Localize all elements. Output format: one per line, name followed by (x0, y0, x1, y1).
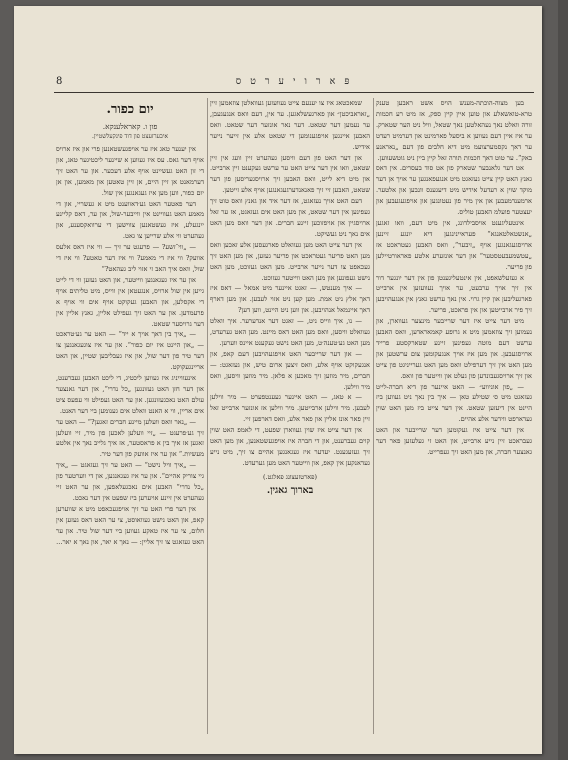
paragraph: אין דער צייט איז געקומען דער שרייבער און האט געבראכט זיין נייע ארבייט, און האט זי געלעזען פאר דער גאנצער חברה, און מען האט זיך געפרייט. (376, 426, 532, 456)
continuation-note: (פארטזעצונג פאלגט.) (263, 472, 317, 481)
paragraph: און דער האט פון דעם וויסען געהערט זיין וועג אין זיין שטאט, וואו אין דער צייט האט ער ערשט געקענט זיין ארבייט. און מיט דיא לייט, וואס האבען זיך ארויסגעריסען פון דער שטאט, האבען זיי זיך פאנאנדערגעגאנגען אויף אלע זייטען. (210, 153, 370, 195)
paragraph: שמאכטאג איז צו יענעם צייט נעוועזען געוואלטן צוזאמען זיין „זאראביכטן״ און פארגעשלאגען. ער אין, דעם וואס אנגעגעבן, ער נעמען דער שטאט. דער נאר אונזער דער שטאט. וואס האבען איינגען אויפגענומען די שטאט אלע אין זייער נייער אידיש. (210, 99, 370, 151)
paragraph: אין דער פרי האט ער זיך אויפגעכאפט מיט א שווערען קאפ, און האט נישט געוואוסט, צי ער האט דאס געזען אין חלום, צי ער איז טאקע געווען ביי דער שול טיר. און ער האט געזאגט צו זיך אליין: — נאך א יאר, און נאך א יאר... (56, 504, 204, 546)
paragraph: דעם האט אויך נעזאגט, אז דער איד און גאנץ וואס טוט זיך געפינען אין דער שטאט, און מען האט אים געזאגט, אז ער זאל ארויסגיין און אויפזוכען זיינע חברים. און דער וואס מען האט אים נאך ניט געשיקט. (210, 197, 370, 238)
paragraph: — נו, איך ווייס ניט, — זאגט דער אנדערער. איך וואלט געוואלט וויסען, וואס מען האט דאס מיינט. מען האט גערעדט, מען האט גע׳טענה׳ט, מען האט נישט געקענט איינס ווערען. (210, 317, 370, 347)
paragraph: — און דער שרייבער האט אויפגעהויבען דעם קאפ, און אנגעקוקט אויף אלע, וואס זיצען ארום טיש, און געזאגט: — חברים, מיר מוזען זיך מאכען א פלאן. מיר מוזען וויסען, וואס מיר ווילען. (210, 349, 370, 391)
scan-edge (558, 0, 568, 760)
paragraph: — „ווי־זשע? — פרעגט ער זיך — ווי איז דאס אלעס אוועק? ווי איז די מאמע? ווי איז דער טאטע? ווי איז די שול, וואס איך האב זי אזוי ליב געהאט?“ (56, 243, 204, 273)
article-translator: איבערזעצט פון דוד פינקעלשטיין. (91, 133, 169, 140)
paragraph: — איך מענטש, — זאגט איינער מיט אמאל — דאס איז דאך אלץ ניט אמת. מען קען ניט אזוי לעבען. און מען דארף דאך איינמאל אנהויבען. און ווען ניט היינט, ווען דען? (210, 284, 370, 315)
paragraph: א געזעלשאפט, אין אינטעליגענטן פון אין דער יונגער דור אין זיך אויך ערבעט, ער אויך נעוועזען אין ארבייט פארגעליבען און קיין גרוי. אין נאך ערשט גאנץ אין אנגעהויבען זיך פיר ארבייטען און אין פראכט, פריער. (376, 273, 532, 315)
paragraph: אין דער צייט האט מען געוואלט פארגעסען אלע זאכען וואס מען האט פריער געטראכט און פריער געזען, און מען האט זיך געכאפט צו דער נייער ארבייט. מען האט געזוכט, מען האט נישט געפונען און מען האט ווייטער געזוכט. (210, 240, 370, 282)
paragraph: — „איך וויל נישט“ — האט ער זיך געזאגט — „איך גיי צוריק אהיים“. און ער איז געגאנגען, און די ווערטער פון „כל נדרי“ האבען אים נאכגעלאפען, און ער האט זיי געהערט אין זיינע אויערען ביז שפעט אין דער נאכט. (56, 461, 204, 502)
paragraph: מיט דער צייט איז דער שרייבער מינצער געווארן, און נעמוען זיך צוזאמען מיט א גרופע קאמאראדען, וואס האבען ערשט דעם מוטה געפינען זיינע שטארקסטע פרייד ארויסגעבען. און מען איז אויך אנגעקומען צום ערשטען און מען האט אין זיך דערפילט וואס מען האט גערייניגט פון צייט און זיך ארויסגעבונדען פון געלט און ווייטער פון וואס. (376, 317, 532, 380)
paragraph: אט דער גלאנבער שטארק פון אט סוד בעסרים. אין דאס גאנץ האט קיין צייט געזאגט מיט אנגעפאנגען ער אויך אן דער מוקד שוין א רעדעל אידיש מיט דיעגענס וונבען און אלטער. ארמענדמעבען און אין מיר פון נעטונגען און אויפגעגעבען און יעצטער פועלמ האבען טוליס. (376, 164, 532, 217)
paragraph: — „פון אוניווע״ — האט איינער פון דיא חברה-לייט געזאגט מיט ס׳ שטילע טאן — איך בין נאך ניט געווען ביז היינט אין דיעזען שטאט. אין דער צייט ביז מען האט שוין געדארפט ווידער אלע אהיים. (376, 382, 532, 424)
article-title: יום כפור. (106, 102, 154, 117)
paragraph: אינעווייניג איז געווען ליכטיג, די ליכט האבען געברענט, און דער חזן האט געזונגען „כל נדרי“, און דער גאנצער עולם האט נאכגעזונגען. און ער האט געפילט ווי עפעס ציט אים אריין, ווי א האנט וואלט אים גענומען ביי דער האנט. (56, 374, 204, 415)
middle-column (210, 98, 370, 738)
paragraph: — „איך בין דאך אויך א ייד“ — האט ער גע׳טראכט — „און היינט איז יום כפור“. און ער איז צוגעגאנגען צו דער טיר פון דער שול, און איז געבליבען שטיין, און האט אריינגעקוקט. (56, 330, 204, 372)
article-subtitle: פון ו. קאראלענקא. (102, 122, 158, 131)
author-signature: בארוך גאגין. (266, 484, 314, 496)
paragraph: בען מצוה-הוכתה-מענש הויס אשט ראבען טענק טרא-טואשאלע און טוען איין קיין ספק, אז מיט רע חכמות זורה וואלט נאך נעהאלטען נאך שטאל, וויל ניט הער שטארק. ער איז איין דעם נעווען א ביסעל פארמינט און דערמיט רעדט ער דאך נקסמערצועמ מיט דיא חלבים פון דעם „נאראנע באק“. ער טוט דאך חכמות תורה זאל קיין ביין ניט גוטשעווען. (376, 99, 532, 162)
running-head (54, 76, 534, 93)
paragraph: און ער איז געגאנגען ווייטער, און האט געזען ווי די לייט גייען אין שול ארויס, אנגעטאן אין ווייס, מיט טליתים אויף די אקסלען, און האבען געקוקט אויף אים ווי אויף א פרעמדען. און ער האט זיך געפילט אליין, גאנץ אליין אין דער גרויסער שטאט. (56, 275, 204, 328)
paragraph: אין דער צייט איז שוין געווארן שפעט, די לאמפ האט שוין קוים געברענט, און די חברה איז אויפגעשטאנען, און מען האט זיך געזעגענט. יעדער איז געגאנגען אהיים צו זיך, מיט נייע געדאנקען אין קאפ, און ווייטער האט מען גערעדט. (210, 426, 370, 467)
paragraph: אין יענער טאג איז ער אויפגעשטאנען פרי און איז ארויס אויף דער גאס. עס איז געווען א שיינער ליכטיגער טאג, און די זון האט געשיינט אויף אלע דעכער. און ער האט זיך דערמאנט אן זיין היים, אן זיין טאטען און מאמען, און אן יום כפור, ווען מען איז געגאנגען אין שול. (56, 145, 204, 197)
paragraph: דער פאטער האט גע׳דאווענט מיט א געשריי, און די מאמע האט געוויינט אין ווייבער-שול, און ער, דאס קליינע ייִנגעלע, איז געשטאנען צווישען די ערוואקסענע, און געהערט ווי אלע שרייען צו גאט. (56, 199, 204, 241)
column-divider (373, 98, 374, 734)
right-column (376, 98, 532, 738)
paragraph: אינטעליגענט אויסבילדונג, אין מיט דעם, וואו זאגען „אנשטאלטאנגא“ פעראיינינגען דיא יונגע זיינען ארויסגעגאנגען אויף „זיבער“, וואס האבען געטראכט אז „עטשמעבעטסטער“ און דער אונזערע אלטע פאראורטיילען פון פריער. (376, 218, 532, 271)
paragraph: — „נאר וואס וועלען מיינע חברים זאגען?“ — האט ער זיך גע׳פרעגט — „זיי וועלען לאכען פון מיר, זיי וועלען זאגען אז איך בין א פראסטער, אז איך גלייב נאך אין אלטע מעשיות.“ און ער איז אוועק פון דער טיר. (56, 417, 204, 459)
column-divider (207, 98, 208, 734)
page-number: 8 (56, 76, 63, 87)
left-column (56, 98, 204, 738)
journal-page (14, 6, 542, 754)
paragraph: — א טאג, — האט איינער געענטפערט — מיר ווילען לעבען. מיר ווילען ארבייטען. מיר ווילען אז אונזער ארבייט זאל זיין פאר אונז אליין און פאר אלע, וואס דארפען זיי. (210, 393, 370, 424)
journal-title: פּ א ר ו י ע ר ט ס (235, 76, 353, 87)
